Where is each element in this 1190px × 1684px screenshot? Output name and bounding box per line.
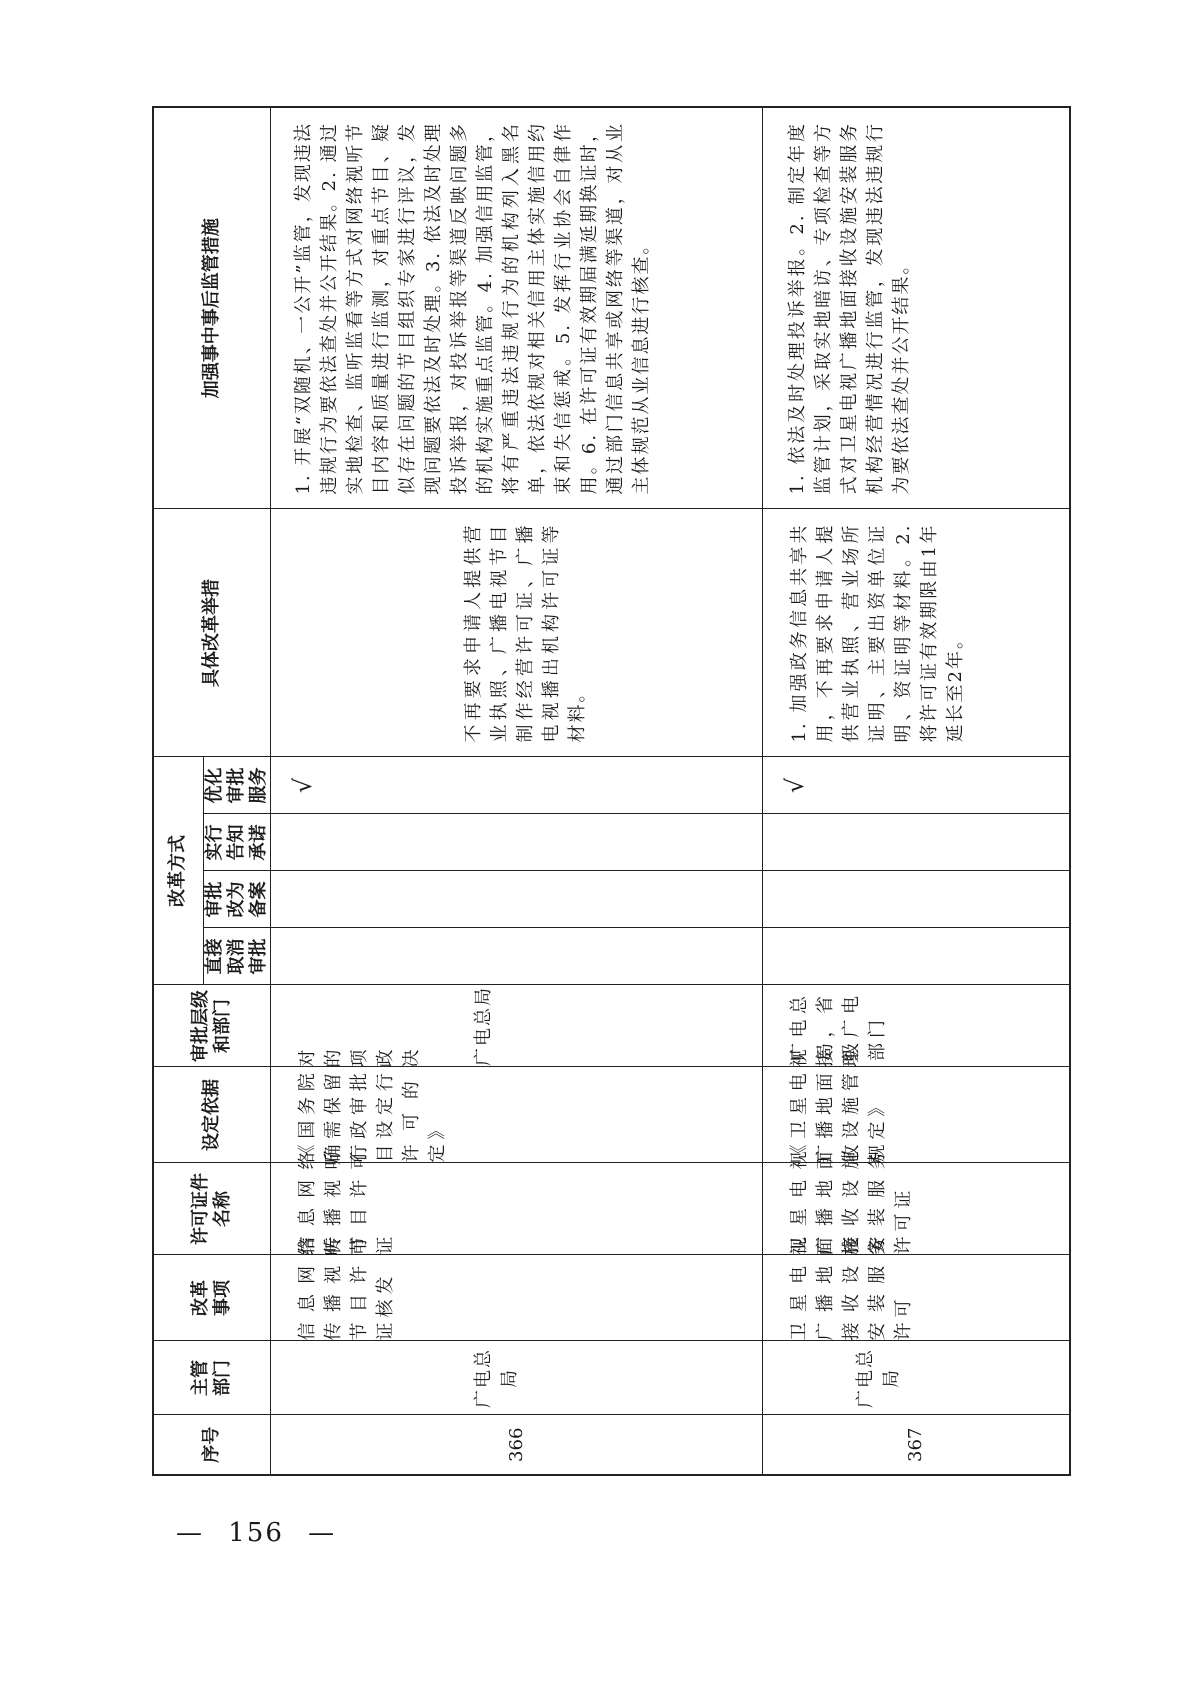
row-item: 信息网络传播视听节目许可证核发	[270, 1255, 762, 1341]
row-dept: 广电总局	[270, 1341, 762, 1415]
table-row	[762, 107, 1070, 1475]
row-dept: 广电总局	[762, 1341, 1070, 1415]
header-seq: 序号	[153, 1415, 270, 1475]
row-item: 卫星电视广播地面接收设施安装服务许可	[762, 1255, 1070, 1341]
row-method-cancel	[762, 928, 1070, 985]
footer-dash-left: —	[176, 1518, 204, 1548]
check-mark: √	[780, 777, 809, 794]
header-supervision: 加强事中事后监管措施	[153, 107, 270, 509]
header-method: 改革方式	[153, 757, 203, 985]
row-method-record	[270, 871, 762, 928]
row-method-promise	[270, 814, 762, 871]
header-method-optimize: 优化 审批 服务	[203, 757, 270, 814]
row-basis: 《卫星电视广播地面接收设施管理规定》	[762, 1067, 1070, 1163]
row-method-optimize	[762, 757, 1070, 814]
row-license: 信息网络传播视听节目许可证	[270, 1163, 762, 1255]
row-method-optimize	[270, 757, 762, 814]
check-mark: √	[288, 777, 317, 794]
row-supervision: 1. 依法及时处理投诉举报。2. 制定年度监管计划，采取实地暗访、专项检查等方式对卫星电视广播地面接收设施安装服务机构经营情况进行监管，发现违法违规行为要依法查处并公开结果。	[762, 107, 1070, 509]
header-dept: 主管 部门	[153, 1341, 270, 1415]
row-method-promise	[762, 814, 1070, 871]
footer-dash-right: —	[308, 1518, 337, 1548]
row-level: 广电总局，省级广电部门	[762, 985, 1070, 1067]
table-row	[270, 107, 762, 1475]
page-number: 156	[228, 1518, 284, 1548]
header-level: 审批层级 和部门	[153, 985, 270, 1067]
row-seq: 367	[762, 1415, 1070, 1475]
row-method-cancel	[270, 928, 762, 985]
header-item: 改革 事项	[153, 1255, 270, 1341]
row-basis: 《国务院对确需保留的行政审批项目设定行政许可的决定》	[270, 1067, 762, 1163]
row-seq: 366	[270, 1415, 762, 1475]
reform-table	[152, 106, 1071, 1476]
row-level: 广电总局	[270, 985, 762, 1067]
row-method-record	[762, 871, 1070, 928]
header-license: 许可证件 名称	[153, 1163, 270, 1255]
header-measures: 具体改革举措	[153, 509, 270, 757]
row-measures: 不再要求申请人提供营业执照、广播电视节目制作经营许可证、广播电视播出机构许可证等材料。	[270, 509, 762, 757]
header-row-1	[153, 107, 203, 1475]
row-license: 卫星电视广播地面接收设施安装服务许可证	[762, 1163, 1070, 1255]
row-measures: 1. 加强政务信息共享共用，不再要求申请人提供营业执照、营业场所证明、主要出资单位证明、资证明等材料。2. 将许可证有效期限由1年延长至2年。	[762, 509, 1070, 757]
rotated-table-page	[152, 122, 1045, 1476]
header-basis: 设定依据	[153, 1067, 270, 1163]
header-method-promise: 实行 告知 承诺	[203, 814, 270, 871]
row-supervision: 1. 开展“双随机、一公开”监管，发现违法违规行为要依法查处并公开结果。2. 通过实地检查、监听监看等方式对网络视听节目内容和质量进行监测，对重点节目、疑似存在问题的节目组织专家进行评议，发现问题要依法及时处理。3. 依法及时处理投诉举报，对投诉举报等渠道反映问题多的机构实施重点监管。4. 加强信用监管，将有严重违法违规行为的机构列入黑名单，依法依规对相关信用主体实施信用约束和失信惩戒。5. 发挥行业协会自律作用。6. 在许可证有效期届满延期换证时，通过部门信息共享或网络等渠道，对从业主体规范从业信息进行核查。	[270, 107, 762, 509]
header-method-cancel: 直接 取消 审批	[203, 928, 270, 985]
header-method-record: 审批 改为 备案	[203, 871, 270, 928]
page-footer	[176, 1518, 336, 1548]
